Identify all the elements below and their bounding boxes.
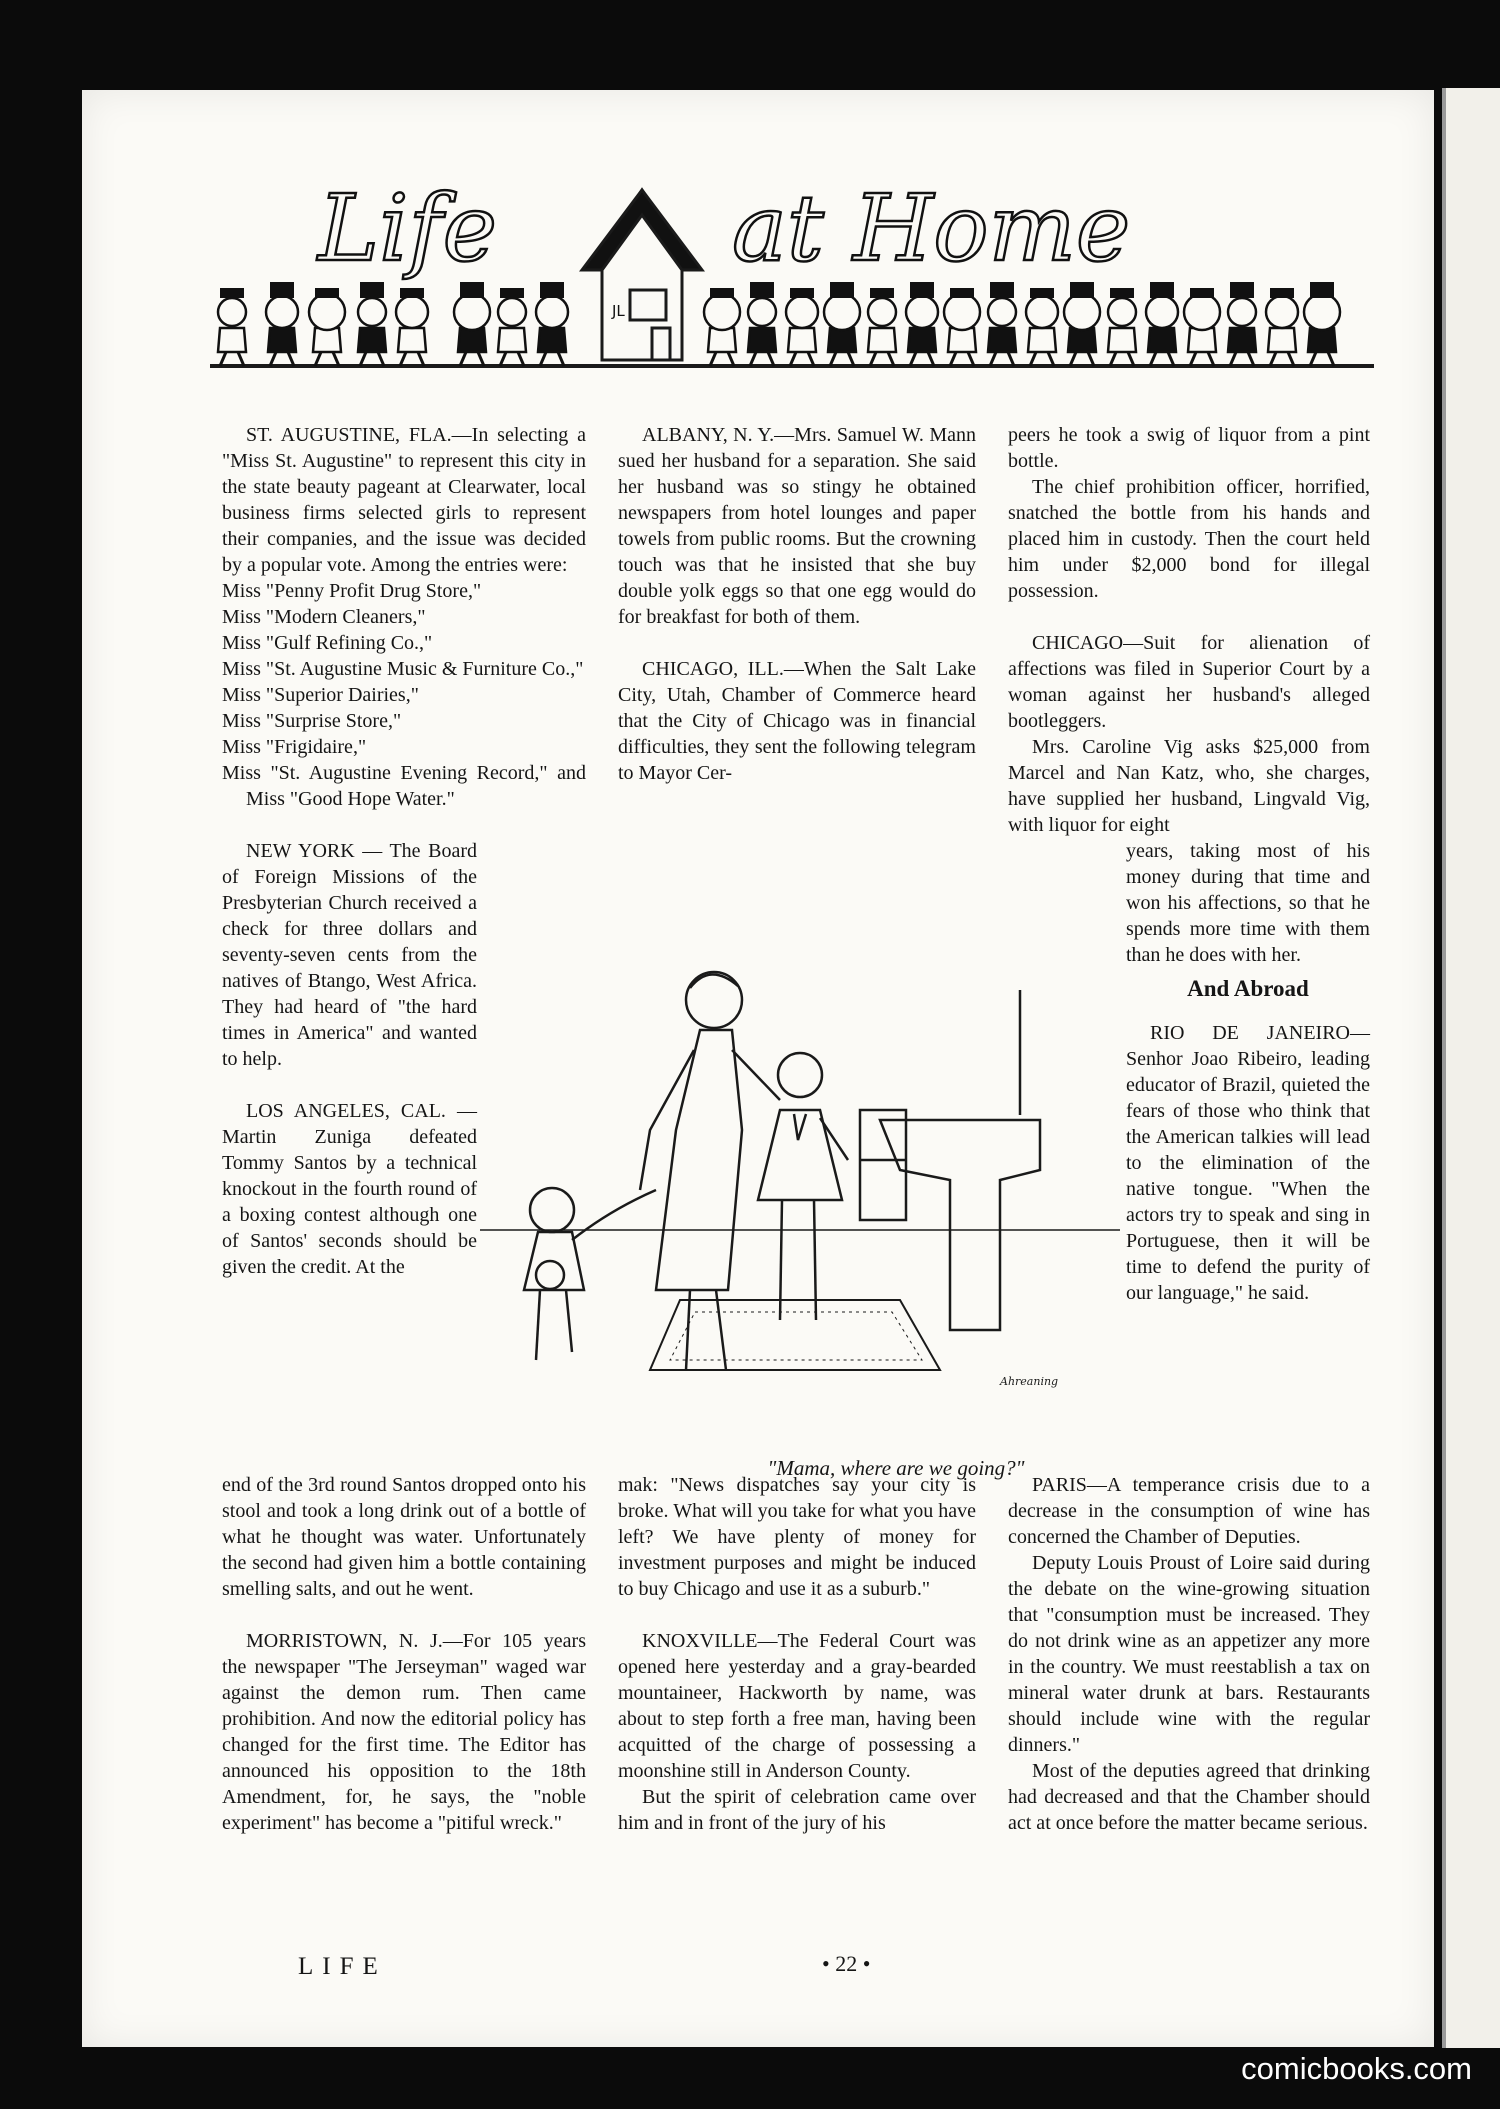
- column-2: [618, 422, 976, 786]
- parade-figure: [944, 288, 980, 366]
- parade-figure: [1108, 288, 1136, 366]
- article-morristown: MORRISTOWN, N. J.—For 105 years the newspaper "The Jerseyman" waged war against the demon rum. Then came prohibition. And now the editorial policy has changed for the first time. The Editor has announced his opposition to the 18th Amendment, for, he says, the "noble experiment" has become a "pitiful wreck.": [222, 1630, 586, 1834]
- parade-figure: [396, 288, 428, 366]
- column-3-wrap: [1126, 838, 1370, 1306]
- site-watermark: comicbooks.com: [1241, 2051, 1472, 2086]
- parade-figure: [906, 282, 938, 366]
- article-albany: ALBANY, N. Y.—Mrs. Samuel W. Mann sued her husband for a separation. She said her husband was so stingy he obtained newspapers from hotel lounges and paper towels from public rooms. But the crowning touch was that he insisted that she buy double yolk eggs so that one egg would do for breakfast for both of them.: [618, 424, 976, 628]
- house-sign: JL: [612, 302, 625, 320]
- life-at-home-masthead: [82, 90, 1434, 380]
- magazine-name: LIFE: [298, 1953, 387, 1980]
- parade-figure: [988, 282, 1016, 366]
- article-rio: RIO DE JANEIRO—Senhor Joao Ribeiro, leading educator of Brazil, quieted the fears of those who think that the American talkies will lead to the elimination of the native tongue. "When the actors try to speak and sing in Portuguese, then it will be time to defend the purity of our language," he said.: [1126, 1022, 1370, 1304]
- page-number: • 22 •: [822, 1951, 871, 1976]
- column-1-lower: [222, 1472, 586, 1836]
- column-3-lower: [1008, 1472, 1370, 1836]
- article-knoxville-2: But the spirit of celebration came over him and in front of the jury of his: [618, 1786, 976, 1834]
- list-item: Miss "Superior Dairies,": [222, 684, 419, 706]
- artist-signature: Ahreaning: [1000, 1375, 1059, 1388]
- parade-figure: [498, 288, 526, 366]
- article-chicago: CHICAGO—Suit for alienation of affections was filed in Superior Court by a woman against her husband's alleged bootleggers.: [1008, 632, 1370, 732]
- article-knoxville-cont: peers he took a swig of liquor from a pint bottle.: [1008, 424, 1370, 472]
- mother-children-illustration: [480, 870, 1120, 1440]
- article-los-angeles: LOS ANGELES, CAL. —Martin Zuniga defeated Tommy Santos by a technical knockout in the fourth round of a boxing contest although one of Santos' seconds should be given the credit. At the: [222, 1100, 477, 1278]
- list-item: Miss "Gulf Refining Co.,": [222, 632, 433, 654]
- parade-figure: [1266, 288, 1298, 366]
- parade-figure: [358, 282, 386, 366]
- article-new-york: NEW YORK — The Board of Foreign Missions of the Presbyterian Church received a check for three dollars and seventy-seven cents from the natives of Btango, West Africa. They had heard of "the hard times in America" and wanted to help.: [222, 840, 477, 1070]
- parade-figure: [748, 282, 776, 366]
- article-vig-cont: years, taking most of his money during that time and won his affections, so that he spends more time with them than he does with her.: [1126, 840, 1370, 966]
- character-parade-illustration: [218, 282, 1340, 366]
- illustration-caption: "Mama, where are we going?": [767, 1456, 1025, 1480]
- list-item: Miss "Modern Cleaners,": [222, 606, 426, 628]
- article-st-augustine: ST. AUGUSTINE, FLA.—In selecting a "Miss St. Augustine" to represent this city in the state beauty pageant at Clearwater, local business firms selected girls to represent their companies, and the issue was decided by a popular vote. Among the entries were:: [222, 424, 586, 576]
- article-vig: Mrs. Caroline Vig asks $25,000 from Marcel and Nan Katz, who, she charges, have supplied her husband, Lingvald Vig, with liquor for eight: [1008, 736, 1370, 836]
- masthead-title-left: Life: [318, 175, 498, 282]
- parade-figure: [704, 288, 740, 366]
- parade-figure: [1064, 282, 1100, 366]
- parade-figure: [454, 282, 490, 366]
- parade-figure: [309, 288, 345, 366]
- adjacent-page-edge: [1442, 88, 1500, 2048]
- list-item: Miss "Frigidaire,": [222, 736, 367, 758]
- parade-figure: [266, 282, 298, 366]
- article-chicago-ill: CHICAGO, ILL.—When the Salt Lake City, Utah, Chamber of Commerce heard that the City of Chicago was in financial difficulties, they sent the following telegram to Mayor Cer-: [618, 658, 976, 784]
- column-2-lower: [618, 1472, 976, 1836]
- column-3: [1008, 422, 1370, 838]
- entries-list: [222, 578, 586, 812]
- parade-figure: [1228, 282, 1256, 366]
- article-chicago-ill-cont: mak: "News dispatches say your city is broke. What will you take for what you have left? We have plenty of money for investment purposes and might be induced to buy Chicago and use it as a suburb.": [618, 1474, 976, 1600]
- article-paris: PARIS—A temperance crisis due to a decrease in the consumption of wine has concerned the Chamber of Deputies.: [1008, 1474, 1370, 1548]
- article-paris-3: Most of the deputies agreed that drinking had decreased and that the Chamber should act at once before the matter became serious.: [1008, 1760, 1370, 1834]
- article-los-angeles-cont: end of the 3rd round Santos dropped onto his stool and took a long drink out of a bottle of what he thought was water. Unfortunately the second had given him a bottle containing smelling salts, and out he went.: [222, 1474, 586, 1600]
- parade-figure: [868, 288, 896, 366]
- parade-figure: [1304, 282, 1340, 366]
- magazine-page: [82, 90, 1434, 2047]
- parade-figure: [824, 282, 860, 366]
- parade-figure: [1184, 288, 1220, 366]
- article-knoxville: KNOXVILLE—The Federal Court was opened here yesterday and a gray-bearded mountaineer, Hackworth by name, was about to step forth a free man, having been acquitted of the charge of possessing a moonshine still in Anderson County.: [618, 1630, 976, 1782]
- list-item: Miss "Surprise Store,": [222, 710, 402, 732]
- masthead-title-right: at Home: [732, 175, 1131, 282]
- parade-figure: [218, 288, 246, 366]
- list-item: Miss "Penny Profit Drug Store,": [222, 580, 482, 602]
- list-item: Miss "St. Augustine Evening Record," and Miss "Good Hope Water.": [222, 762, 586, 810]
- and-abroad-heading: And Abroad: [1187, 976, 1309, 1001]
- article-paris-2: Deputy Louis Proust of Loire said during the debate on the wine-growing situation that "consumption must be increased. They do not drink wine as an appetizer any more in the country. We must reestablish a tax on mineral water drunk at bars. Restaurants should include wine with the regular dinners.": [1008, 1552, 1370, 1756]
- article-knoxville-cont-2: The chief prohibition officer, horrified, snatched the bottle from his hands and placed him in custody. Then the court held him under $2,000 bond for illegal possession.: [1008, 476, 1370, 602]
- parade-figure: [1146, 282, 1178, 366]
- parade-figure: [786, 288, 818, 366]
- list-item: Miss "St. Augustine Music & Furniture Co.,": [222, 658, 584, 680]
- parade-figure: [1026, 288, 1058, 366]
- parade-figure: [536, 282, 568, 366]
